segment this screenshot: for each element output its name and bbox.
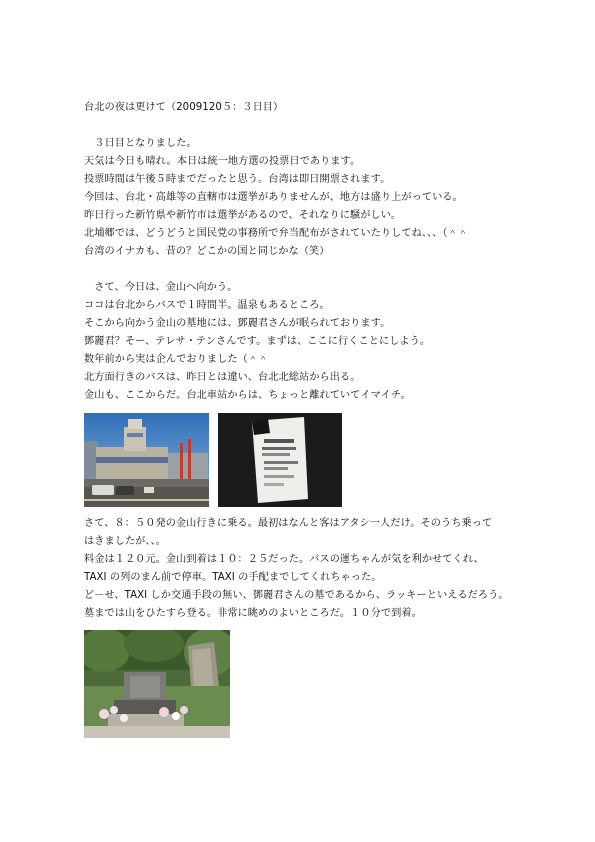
text-line: さて、今日は、金山へ向かう。: [84, 282, 238, 293]
text-line: さて、８：５０発の金山行きに乗る。最初はなんと客はアタシ一人だけ。そのうち乗って: [84, 518, 493, 529]
document-title: 台北の夜は更けて（2009120５：３日目）: [84, 102, 284, 113]
teresa-teng-grave-photo: [84, 630, 230, 738]
text-line: 昨日行った新竹県や新竹市は選挙があるので、それなりに騒がしい。: [84, 210, 402, 221]
text-line: 北埔郷では、どうどうと国民党の事務所で弁当配布がされていたりしてね、、、（＾＾: [84, 228, 468, 239]
text-line: ど－せ、TAXI しか交通手段の無い、鄧麗君さんの墓であるから、ラッキーといえるだろう。: [84, 590, 509, 601]
text-line: そこから向かう金山の墓地には、鄧麗君さんが眠られております。: [84, 318, 391, 329]
text-line: ココは台北からバスで１時間半。温泉もあるところ。: [84, 300, 330, 311]
text-line: 天気は今日も晴れ。本日は統一地方選の投票日であります。: [84, 156, 361, 167]
text-line: はきましたが、、。: [84, 536, 166, 547]
text-line: TAXI の列のまん前で停車。TAXI の手配までしてくれちゃった。: [84, 572, 382, 583]
text-line: 今回は、台北・高雄等の直轄市は選挙がありませんが、地方は盛り上がっている。: [84, 192, 463, 203]
text-line: 台湾のイナカも、昔の？どこかの国と同じかな（笑）: [84, 246, 330, 257]
text-line: 投票時間は午後５時までだったと思う。台湾は即日開票されます。: [84, 174, 391, 185]
bus-ticket-photo: [218, 413, 342, 507]
text-line: 北方面行きのバスは、昨日とは違い、台北北総站から出る。: [84, 372, 361, 383]
text-line: 鄧麗君？そー、テレサ・テンさんです。まずは、ここに行くことにしよう。: [84, 336, 431, 347]
text-line: ３日目となりました。: [84, 138, 197, 149]
bus-station-photo: [84, 413, 209, 507]
text-line: 金山も、ここからだ。台北車站からは、ちょっと離れていてイマイチ。: [84, 390, 411, 401]
text-line: 料金は１２０元。金山到着は１０：２５だった。バスの運ちゃんが気を利かせてくれ、: [84, 554, 484, 565]
text-line: 墓までは山をひたすら登る。非常に眺めのよいところだ。１０分で到着。: [84, 608, 422, 619]
text-line: 数年前から実は企んでおりました（＾＾: [84, 354, 269, 365]
